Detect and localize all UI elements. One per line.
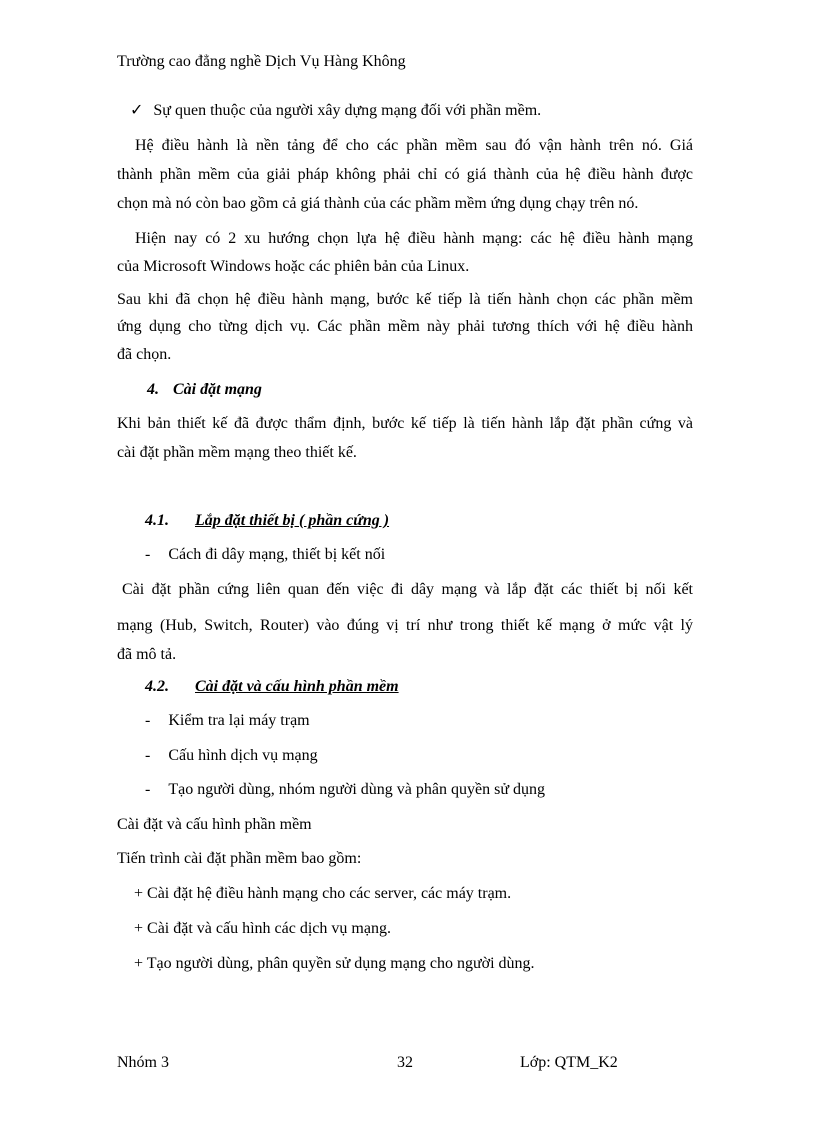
check-item-text: Sự quen thuộc của người xây dựng mạng đối với phần mềm. (153, 102, 542, 119)
dash-list-item (145, 746, 318, 766)
section-heading-4 (147, 380, 262, 400)
plus-list-item: + Cài đặt và cấu hình các dịch vụ mạng. (134, 920, 391, 937)
footer-left: Nhóm 3 (117, 1054, 169, 1071)
dash-item-text: Cấu hình dịch vụ mạng (168, 747, 318, 764)
section-title: Cài đặt mạng (173, 381, 262, 398)
paragraph-line: Cài đặt và cấu hình phần mềm (117, 816, 312, 833)
paragraph-line: cài đặt phần mềm mạng theo thiết kế. (117, 444, 357, 461)
section-title: Cài đặt và cấu hình phần mềm (195, 678, 399, 695)
check-mark-icon: ✓ (130, 102, 144, 119)
paragraph-line: ứng dụng cho từng dịch vụ. Các phần mềm này phải tương thích với hệ điều hành (117, 318, 693, 335)
section-heading-4-2 (145, 677, 399, 697)
dash-mark: - (145, 781, 151, 798)
check-list-item (130, 101, 541, 121)
paragraph-line: đã mô tả. (117, 646, 177, 663)
dash-list-item (145, 780, 545, 800)
paragraph-line: của Microsoft Windows hoặc các phiên bản của Linux. (117, 258, 470, 275)
dash-item-text: Kiểm tra lại máy trạm (168, 712, 310, 729)
paragraph-line: đã chọn. (117, 346, 172, 363)
section-title: Lắp đặt thiết bị ( phần cứng ) (195, 512, 390, 529)
dash-mark: - (145, 747, 151, 764)
dash-mark: - (145, 546, 151, 563)
plus-list-item: + Cài đặt hệ điều hành mạng cho các server, các máy trạm. (134, 885, 512, 902)
page-header: Trường cao đẳng nghề Dịch Vụ Hàng Không (117, 53, 406, 70)
section-number: 4. (147, 381, 159, 398)
section-number: 4.2. (145, 678, 169, 695)
dash-item-text: Tạo người dùng, nhóm người dùng và phân quyền sử dụng (168, 781, 546, 798)
dash-list-item (145, 711, 310, 731)
paragraph-line: mạng (Hub, Switch, Router) vào đúng vị trí như trong thiết kế mạng ở mức vật lý (117, 617, 693, 634)
paragraph-line: Sau khi đã chọn hệ điều hành mạng, bước kế tiếp là tiến hành chọn các phần mềm (117, 291, 693, 308)
section-number: 4.1. (145, 512, 169, 529)
paragraph-line: Tiến trình cài đặt phần mềm bao gồm: (117, 850, 362, 867)
paragraph-line: Hiện nay có 2 xu hướng chọn lựa hệ điều hành mạng: các hệ điều hành mạng (135, 230, 693, 247)
dash-mark: - (145, 712, 151, 729)
section-heading-4-1 (145, 511, 389, 531)
paragraph-line: Khi bản thiết kế đã được thẩm định, bước kế tiếp là tiến hành lắp đặt phần cứng và (117, 415, 693, 432)
paragraph-line: chọn mà nó còn bao gồm cả giá thành của các phầm mềm ứng dụng chạy trên nó. (117, 195, 639, 212)
dash-item-text: Cách đi dây mạng, thiết bị kết nối (168, 546, 386, 563)
plus-list-item: + Tạo người dùng, phân quyền sử dụng mạng cho người dùng. (134, 955, 535, 972)
paragraph-line: Hệ điều hành là nền tảng để cho các phần mềm sau đó vận hành trên nó. Giá (135, 137, 693, 154)
dash-list-item (145, 545, 385, 565)
page-number: 32 (397, 1054, 413, 1071)
paragraph-line: thành phần mềm của giải pháp không phải chỉ có giá thành của hệ điều hành được (117, 166, 693, 183)
paragraph-line: Cài đặt phần cứng liên quan đến việc đi dây mạng và lắp đặt các thiết bị nối kết (122, 581, 693, 598)
footer-right: Lớp: QTM_K2 (520, 1054, 618, 1071)
